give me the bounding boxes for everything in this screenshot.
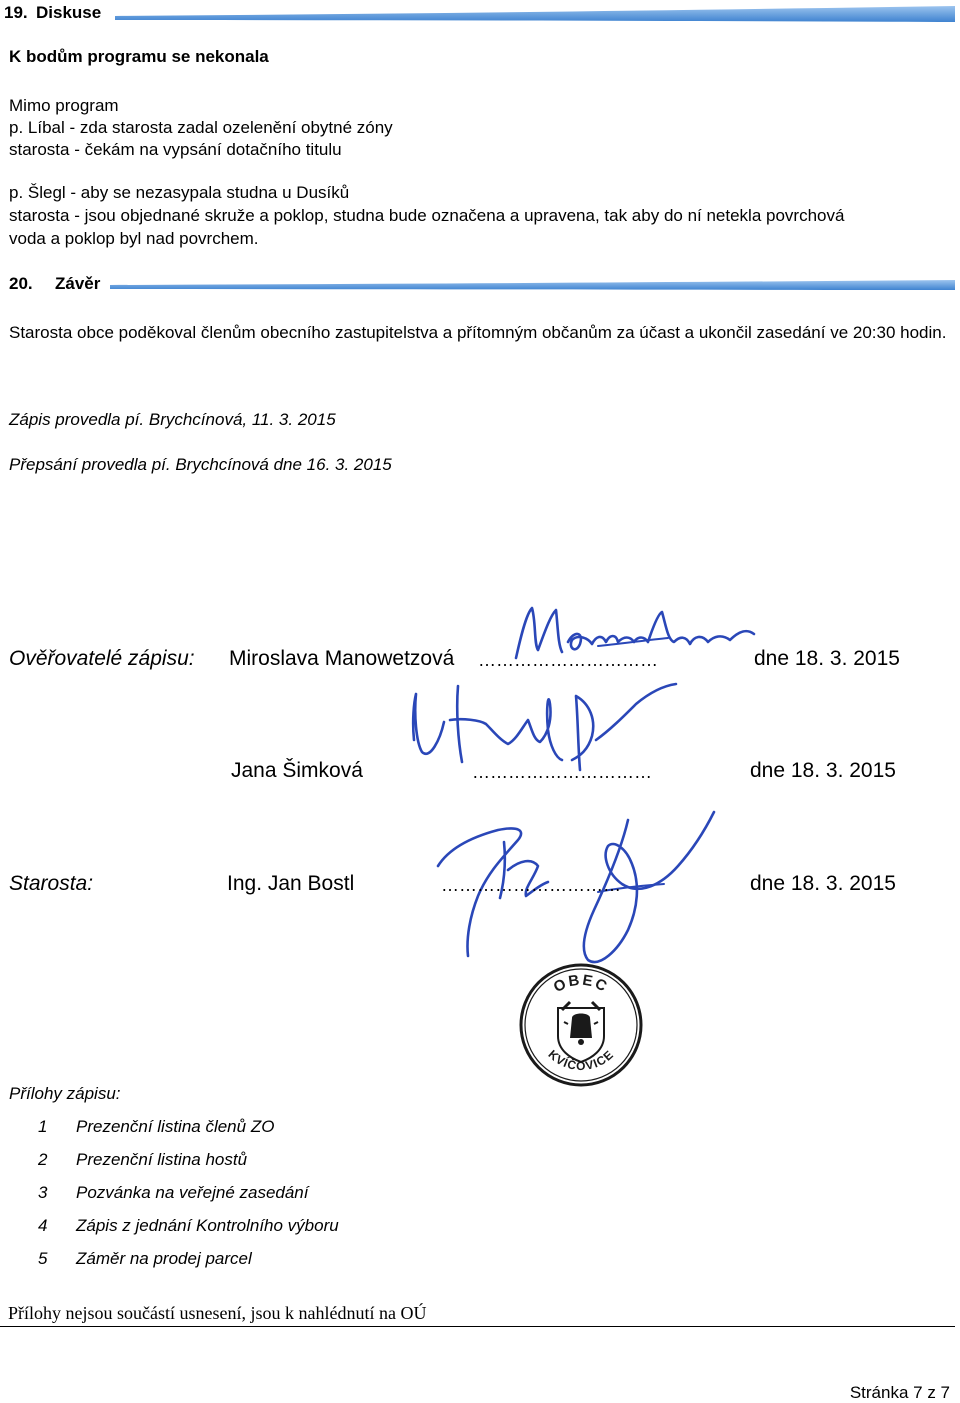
- mayor-date: dne 18. 3. 2015: [750, 872, 896, 895]
- outside-program-label: Mimo program: [9, 96, 119, 115]
- verifiers-label: Ověřovatelé zápisu:: [9, 647, 195, 670]
- footer-divider: [0, 1326, 955, 1327]
- attachment-number: 2: [38, 1150, 48, 1169]
- attachment-number: 5: [38, 1249, 48, 1268]
- answer-1: starosta - čekám na vypsání dotačního titulu: [9, 140, 342, 159]
- verifier-1-date: dne 18. 3. 2015: [754, 647, 900, 670]
- section-number: 19.: [4, 3, 28, 22]
- section-number: 20.: [9, 274, 33, 293]
- attachment-text: Prezenční listina hostů: [76, 1150, 248, 1169]
- svg-text:OBEC: [551, 972, 611, 996]
- attachment-text: Pozvánka na veřejné zasedání: [76, 1183, 309, 1202]
- attachment-number: 4: [38, 1216, 48, 1235]
- attachment-text: Zápis z jednání Kontrolního výboru: [76, 1216, 339, 1235]
- seal-top-text: OBEC: [550, 971, 612, 997]
- no-points-heading: K bodům programu se nekonala: [9, 47, 269, 66]
- verifier-2-date: dne 18. 3. 2015: [750, 759, 896, 782]
- mayor-dots: …………………………: [441, 875, 621, 895]
- section-20-header: [0, 270, 960, 296]
- svg-text:KVÍČOVICE: [545, 1047, 616, 1073]
- attachment-text: Záměr na prodej parcel: [76, 1249, 252, 1268]
- answer-2-line-1: starosta - jsou objednané skruže a poklop, studna bude označena a upravena, tak aby do ní netekla povrchová: [9, 206, 845, 225]
- conclusion-text: Starosta obce poděkoval členům obecního zastupitelstva a přítomným občanům za účast a ukončil zasedání ve 20:30 hodin.: [9, 323, 947, 342]
- seal-bottom-text: KVÍČOVICE: [545, 1047, 617, 1074]
- verifier-1-dots: …………………………: [478, 650, 658, 670]
- mayor-label: Starosta:: [9, 872, 94, 895]
- question-1: p. Líbal - zda starosta zadal ozelenění obytné zóny: [9, 118, 393, 137]
- verifier-2-name: Jana Šimková: [231, 759, 363, 782]
- municipal-seal: [518, 962, 644, 1088]
- mayor-name: Ing. Jan Bostl: [227, 872, 355, 895]
- answer-2-line-2: voda a poklop byl nad povrchem.: [9, 229, 259, 248]
- section-bar: [0, 270, 960, 296]
- attachments-footnote: Přílohy nejsou součástí usnesení, jsou k nahlédnutí na OÚ: [8, 1303, 427, 1323]
- attachment-text: Prezenční listina členů ZO: [76, 1117, 275, 1136]
- section-bar: [0, 0, 960, 26]
- question-2: p. Šlegl - aby se nezasypala studna u Dusíků: [9, 183, 350, 202]
- attachment-number: 3: [38, 1183, 48, 1202]
- transcribed-by: Přepsání provedla pí. Brychcínová dne 16. 3. 2015: [9, 455, 392, 474]
- page-number: Stránka 7 z 7: [849, 1383, 950, 1402]
- verifier-1-name: Miroslava Manowetzová: [229, 647, 455, 670]
- recorded-by: Zápis provedla pí. Brychcínová, 11. 3. 2015: [9, 410, 336, 429]
- section-title: Diskuse: [36, 3, 102, 22]
- verifier-2-dots: …………………………: [472, 762, 652, 782]
- section-19-header: [0, 0, 960, 26]
- attachments-heading: Přílohy zápisu:: [9, 1084, 121, 1103]
- attachment-number: 1: [38, 1117, 48, 1136]
- section-title: Závěr: [55, 274, 101, 293]
